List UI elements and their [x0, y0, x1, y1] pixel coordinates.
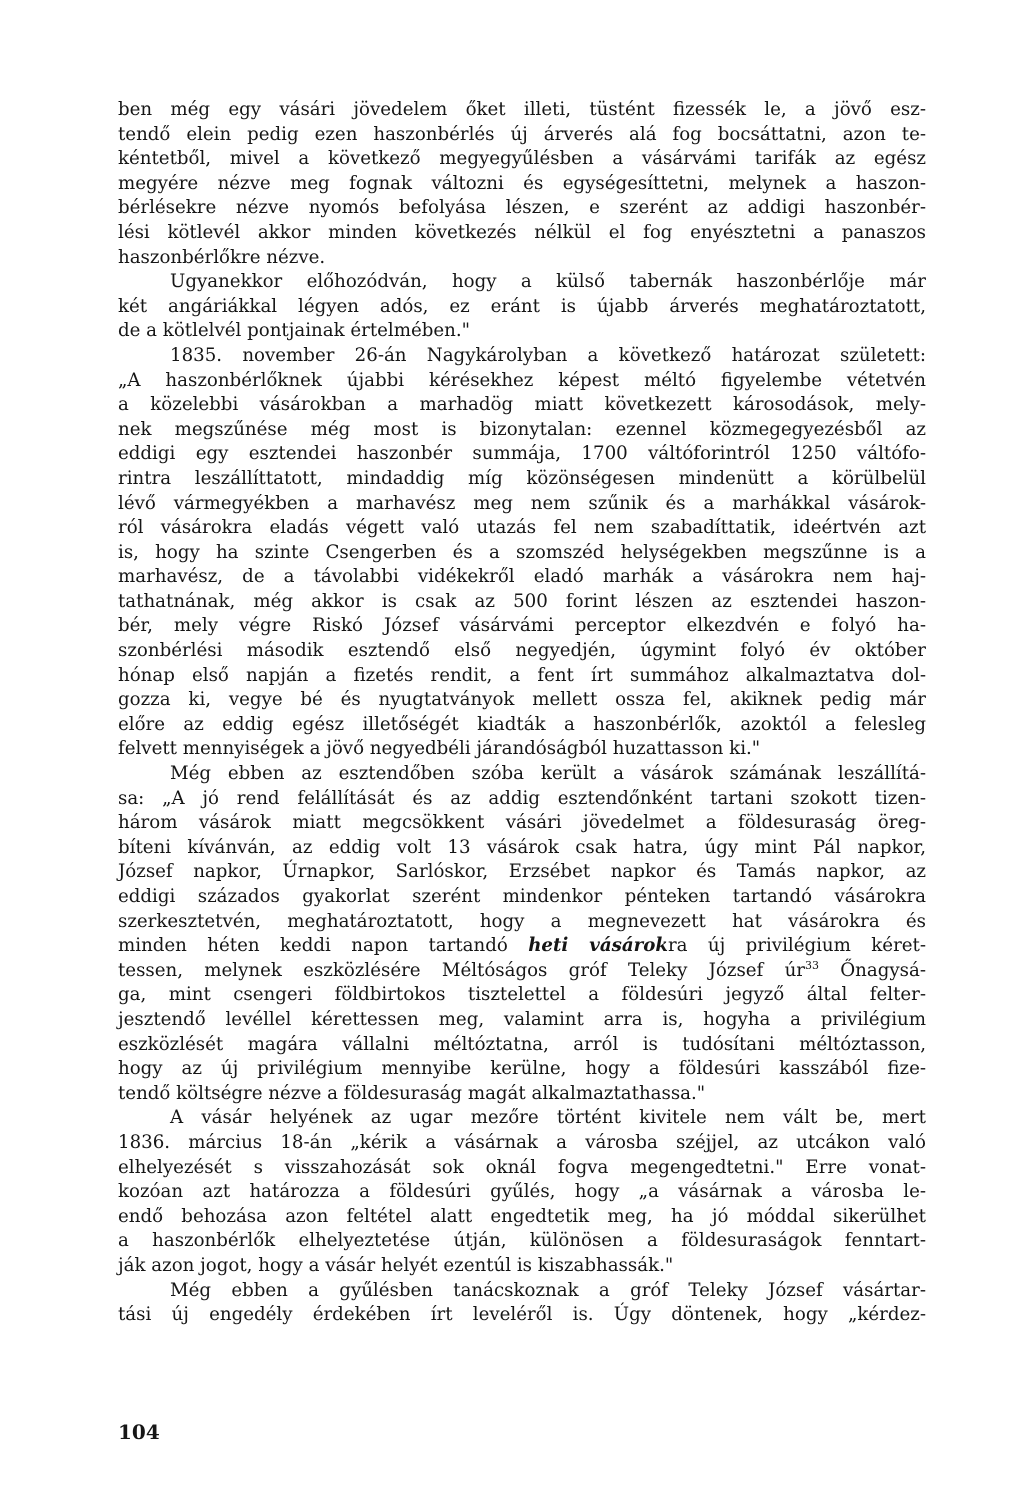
- text-line: marhavész, de a távolabbi vidékekről eladó marhák a vásárokra nem haj-: [118, 566, 926, 588]
- text-line: lévő vármegyékben a marhavész meg nem szűnik és a marhákkal vásárok-: [118, 492, 926, 514]
- text-line: eddigi egy esztendei haszonbér summája, 1700 váltóforintról 1250 váltófo-: [118, 443, 926, 465]
- text-line: kéntetből, mivel a következő megyegyűlésben a vásárvámi tarifák az egész: [118, 148, 926, 170]
- text-segment: minden héten keddi napon tartandó: [118, 935, 529, 957]
- text-segment: Őnagysá-: [818, 959, 926, 981]
- text-line: de a kötlelvél pontjainak értelmében.": [118, 320, 471, 342]
- text-line: kozóan azt határozza a földesúri gyűlés, hogy „a vásárnak a városba le-: [118, 1181, 926, 1203]
- text-line: ról vásárokra eladás végett való utazás fel nem szabadíttatik, ideértvén azt: [118, 517, 926, 539]
- text-line: ják azon jogot, hogy a vásár helyét ezentúl is kiszabhassák.": [118, 1254, 674, 1276]
- text-line: „A haszonbérlőknek újabbi kérésekhez képest méltó figyelembe vétetvén: [118, 369, 926, 391]
- text-line: 1836. március 18-án „kérik a vásárnak a városba széjjel, az utcákon való: [118, 1131, 926, 1153]
- text-line: A vásár helyének az ugar mezőre történt kivitele nem vált be, mert: [170, 1107, 926, 1129]
- text-line: tendő elein pedig ezen haszonbérlés új árverés alá fog bocsáttatni, azon te-: [118, 123, 926, 145]
- text-line: a haszonbérlők elhelyeztetése útján, különösen a földesuraságok fenntart-: [118, 1230, 926, 1252]
- text-line: nek megszűnése még most is bizonytalan: ezennel közmegegyezésből az: [118, 418, 926, 440]
- text-segment: ra új privilégium kéret-: [667, 935, 926, 957]
- footnote-reference: 33: [804, 958, 819, 972]
- text-line: 1835. november 26-án Nagykárolyban a következő határozat született:: [170, 344, 926, 366]
- text-line: [118, 934, 926, 959]
- text-line: három vásárok miatt megcsökkent vásári jövedelmet a földesuraság öreg-: [118, 812, 926, 834]
- text-line: jesztendő levéllel kérettessen meg, valamint arra is, hogyha a privilégium: [118, 1008, 926, 1030]
- text-line: [118, 959, 926, 984]
- text-line: tási új engedély érdekében írt leveléről is. Úgy döntenek, hogy „kérdez-: [118, 1304, 926, 1326]
- document-page: [118, 98, 926, 1328]
- text-line: József napkor, Úrnapkor, Sarlóskor, Erzsébet napkor és Tamás napkor, az: [118, 861, 926, 883]
- text-line: hogy az új privilégium mennyibe kerülne, hogy a földesúri kasszából fize-: [118, 1058, 926, 1080]
- text-line: eszközlését magára vállalni méltóztatna, arról is tudósítani méltóztasson,: [118, 1033, 926, 1055]
- text-line: megyére nézve meg fognak változni és egységesíttetni, melynek a haszon-: [118, 172, 926, 194]
- text-line: tendő költségre nézve a földesuraság magát alkalmaztathassa.": [118, 1082, 706, 1104]
- text-line: felvett mennyiségek a jövő negyedbéli járandóságból huzattasson ki.": [118, 738, 761, 760]
- text-line: Még ebben a gyűlésben tanácskoznak a gróf Teleky József vásártar-: [170, 1279, 926, 1301]
- text-line: is, hogy ha szinte Csengerben és a szomszéd helységekben megszűnne is a: [118, 541, 926, 563]
- text-line: hónap első napján a fizetés rendit, a fent írt summához alkalmaztatva dol-: [118, 664, 926, 686]
- text-line: eddigi százados gyakorlat szerént mindenkor pénteken tartandó vásárokra: [118, 886, 926, 907]
- text-line: bíteni kívánván, az eddig volt 13 vásárok csak hatra, úgy mint Pál napkor,: [118, 836, 926, 858]
- emphasized-term: heti vásárok: [528, 935, 668, 957]
- text-line: ga, mint csengeri földbirtokos tisztelettel a földesúri jegyző által felter-: [118, 984, 926, 1006]
- text-line: Még ebben az esztendőben szóba került a vásárok számának leszállítá-: [170, 763, 926, 785]
- text-line: endő behozása azon feltétel alatt engedtetik meg, ha jó móddal sikerülhet: [118, 1205, 926, 1227]
- text-segment: tessen, melynek eszközlésére Méltóságos gróf Teleky József úr: [118, 959, 805, 981]
- text-line: szerkesztetvén, meghatároztatott, hogy a megnevezett hat vásárokra és: [118, 910, 926, 932]
- text-line: előre az eddig egész illetőségét kiadták a haszonbérlők, azoktól a felesleg: [118, 713, 926, 735]
- text-line: ben még egy vásári jövedelem őket illeti, tüstént fizessék le, a jövő esz-: [118, 99, 926, 120]
- text-line: két angáriákkal légyen adós, ez eránt is újabb árverés meghatároztatott,: [118, 295, 926, 317]
- text-line: bérlésekre nézve nyomós befolyása lészen, e szerént az addigi haszonbér-: [118, 197, 926, 219]
- body-text: [118, 98, 926, 1328]
- text-line: elhelyezését s visszahozását sok oknál fogva megengedtetni." Erre vonat-: [118, 1156, 926, 1178]
- text-line: Ugyanekkor előhozódván, hogy a külső tabernák haszonbérlője már: [170, 271, 926, 293]
- text-line: lési kötlevél akkor minden következés nélkül el fog enyésztetni a panaszos: [118, 221, 926, 243]
- text-line: a közelebbi vásárokban a marhadög miatt következett károsodások, mely-: [118, 394, 926, 416]
- text-line: bér, mely végre Riskó József vásárvámi perceptor elkezdvén e folyó ha-: [118, 615, 926, 637]
- text-line: rintra leszállíttatott, mindaddig míg közönségesen mindenütt a körülbelül: [118, 467, 926, 489]
- text-line: haszonbérlőkre nézve.: [118, 246, 326, 268]
- text-line: sa: „A jó rend felállítását és az addig esztendőnként tartani szokott tizen-: [118, 787, 926, 809]
- text-line: gozza ki, vegye bé és nyugtatványok mellett ossza fel, akiknek pedig már: [118, 689, 926, 711]
- text-line: tathatnának, még akkor is csak az 500 forint lészen az esztendei haszon-: [118, 590, 926, 612]
- text-line: szonbérlési második esztendő első negyedjén, úgymint folyó év október: [118, 640, 926, 662]
- page-number: 104: [118, 1420, 160, 1444]
